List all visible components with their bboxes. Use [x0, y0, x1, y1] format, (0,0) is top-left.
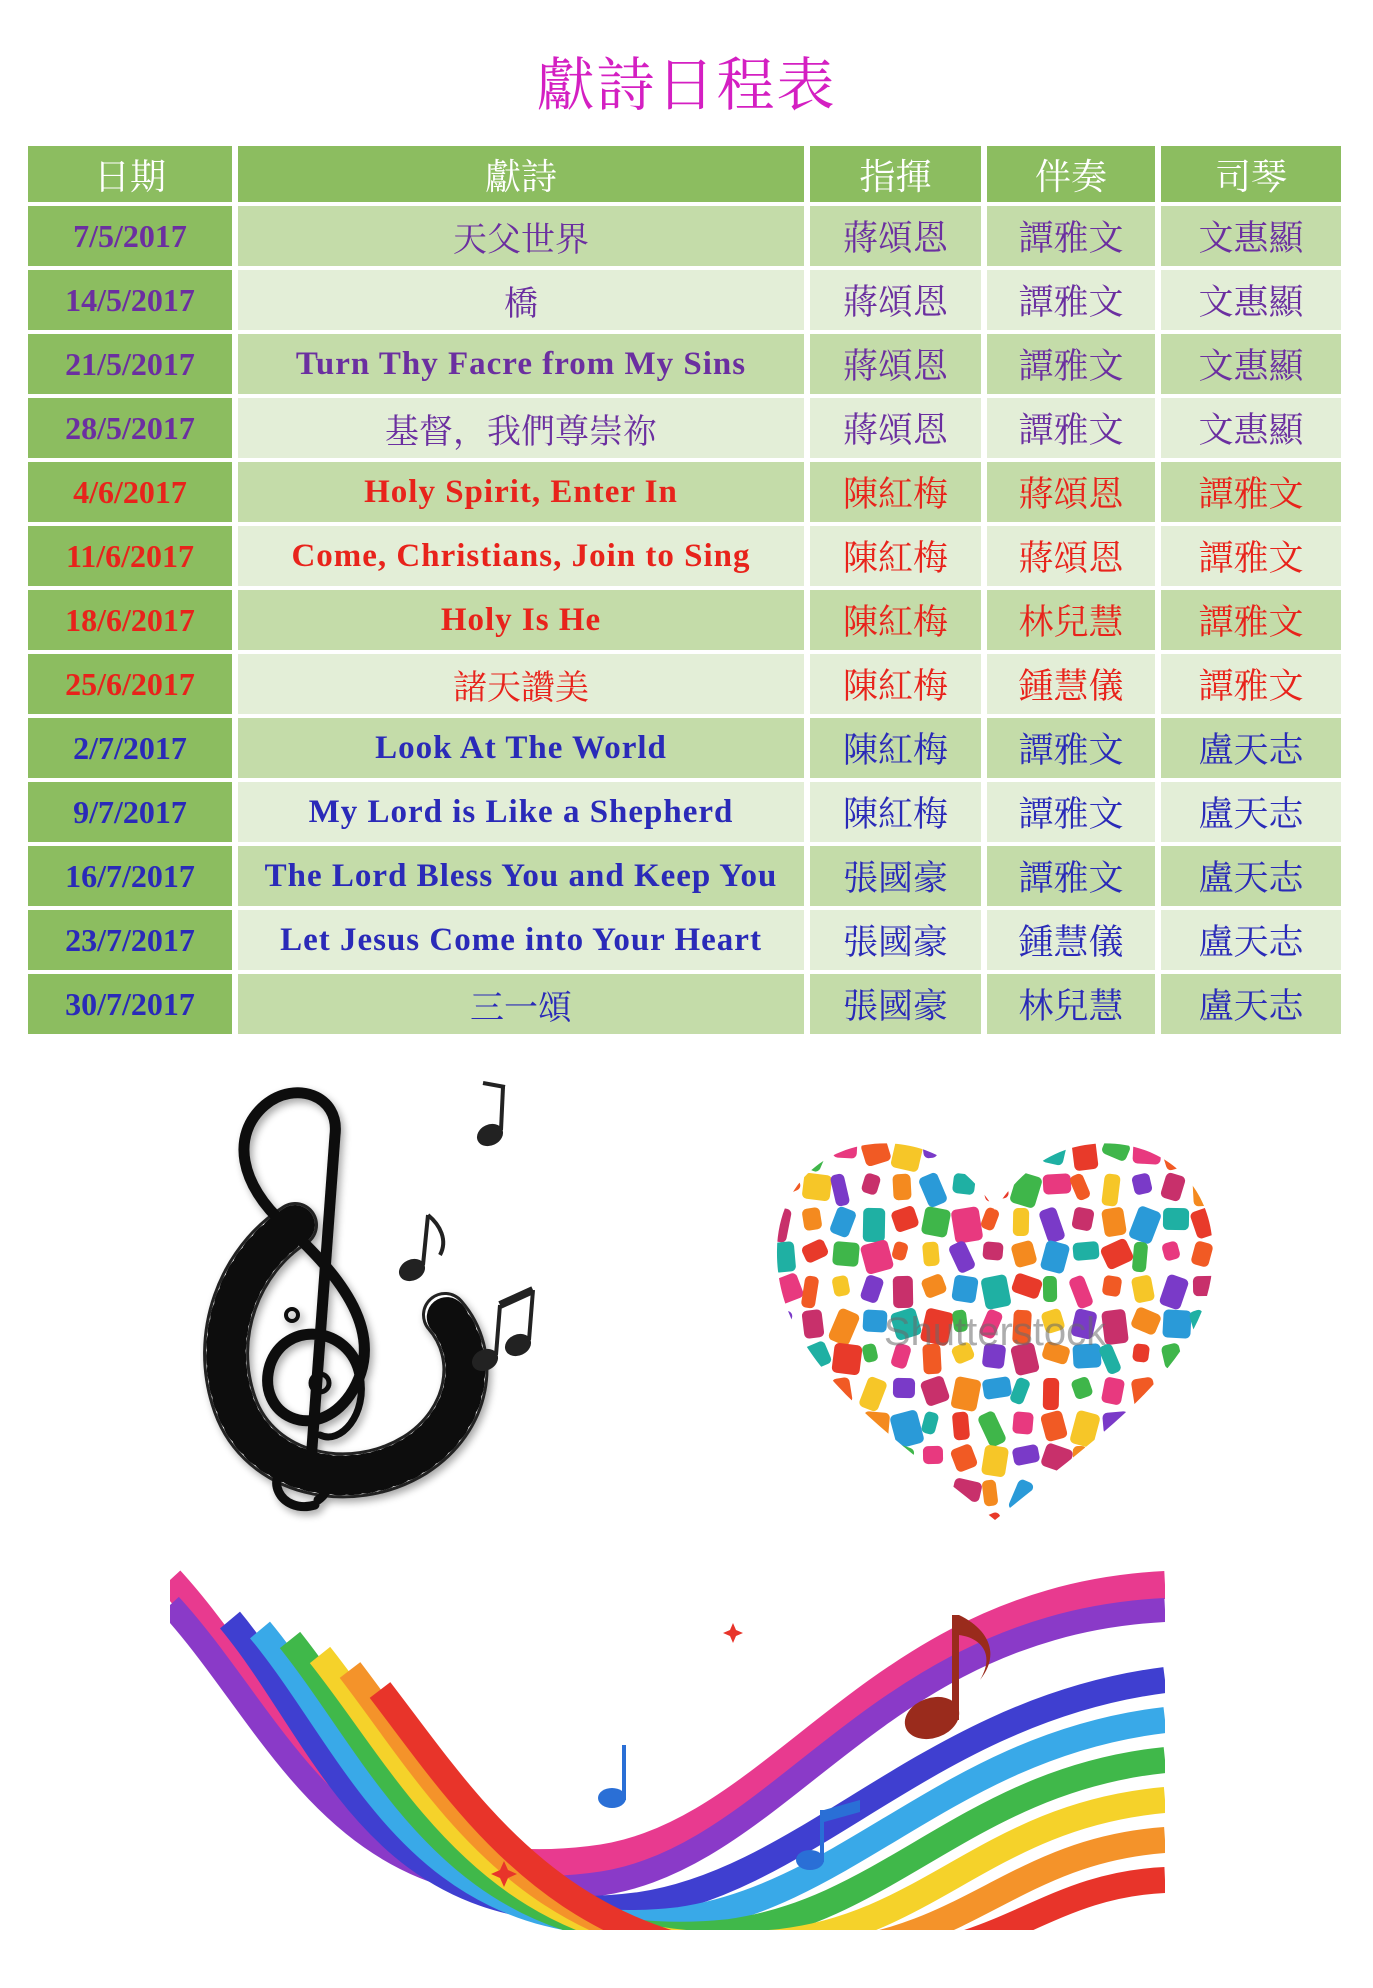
organist-cell: 盧天志	[1161, 846, 1341, 906]
conductor-cell: 蔣頌恩	[810, 334, 981, 394]
instrument-tile	[1132, 1241, 1149, 1272]
hymn-cell: Holy Spirit, Enter In	[238, 462, 804, 522]
instrument-tile	[1128, 1407, 1165, 1444]
instrument-tile	[1011, 1513, 1036, 1530]
instrument-tile	[829, 1408, 860, 1438]
instrument-tile	[1100, 1444, 1121, 1467]
instrument-tile	[1192, 1173, 1216, 1206]
rainbow-music-wave-icon	[170, 1560, 1165, 1930]
organist-cell: 文惠顯	[1161, 206, 1341, 266]
conductor-cell: 蔣頌恩	[810, 270, 981, 330]
instrument-tile	[1189, 1342, 1217, 1377]
hymn-cell: Turn Thy Facre from My Sins	[238, 334, 804, 394]
instrument-tile	[1218, 1512, 1225, 1530]
date-cell: 16/7/2017	[28, 846, 232, 906]
instrument-tile	[1160, 1444, 1185, 1477]
table-row	[28, 718, 1341, 778]
date-cell: 28/5/2017	[28, 398, 232, 458]
instrument-tile	[863, 1208, 886, 1242]
instrument-tile	[1163, 1208, 1189, 1230]
instrument-tile	[1012, 1411, 1034, 1435]
conductor-cell: 張國豪	[810, 846, 981, 906]
table-row	[28, 398, 1341, 458]
instrument-tile	[802, 1513, 827, 1530]
organist-cell: 譚雅文	[1161, 526, 1341, 586]
instrument-tile	[892, 1479, 917, 1506]
hymn-cell: Holy Is He	[238, 590, 804, 650]
instrument-tile	[773, 1446, 799, 1470]
instrument-tile	[1222, 1241, 1225, 1273]
instrument-tile	[801, 1207, 822, 1232]
instrument-tile	[1193, 1378, 1219, 1404]
table-row	[28, 462, 1341, 522]
instrument-tile	[1102, 1275, 1123, 1298]
treble-clef-piano-icon	[200, 1075, 580, 1545]
instrument-tile	[951, 1274, 979, 1303]
instrument-tile	[952, 1173, 976, 1196]
header-hymn: 獻詩	[238, 146, 804, 202]
hymn-cell: My Lord is Like a Shepherd	[238, 782, 804, 842]
accompanist-cell: 譚雅文	[987, 334, 1155, 394]
date-cell: 9/7/2017	[28, 782, 232, 842]
instrument-tile	[860, 1476, 888, 1503]
page-title: 獻詩日程表	[536, 51, 837, 119]
instrument-tile	[771, 1308, 793, 1333]
instrument-tile	[770, 1410, 797, 1442]
instrument-tile	[921, 1206, 952, 1238]
table-row	[28, 526, 1341, 586]
conductor-cell: 陳紅梅	[810, 526, 981, 586]
conductor-cell: 陳紅梅	[810, 782, 981, 842]
instrument-heart-icon	[765, 1130, 1225, 1530]
instrument-tile	[1191, 1138, 1211, 1159]
instrument-tile	[919, 1512, 942, 1530]
instrument-tile	[1191, 1443, 1218, 1467]
organist-cell: 盧天志	[1161, 974, 1341, 1034]
table-row	[28, 782, 1341, 842]
instrument-tile	[1102, 1513, 1131, 1530]
table-row	[28, 974, 1341, 1034]
instrument-tile	[1223, 1446, 1225, 1470]
date-cell: 7/5/2017	[28, 206, 232, 266]
instrument-tile	[768, 1377, 792, 1412]
conductor-cell: 蔣頌恩	[810, 206, 981, 266]
table-row	[28, 846, 1341, 906]
conductor-cell: 陳紅梅	[810, 718, 981, 778]
header-organist: 司琴	[1161, 146, 1341, 202]
instrument-tile	[1100, 1478, 1129, 1514]
instrument-tile	[802, 1172, 833, 1201]
organist-cell: 文惠顯	[1161, 398, 1341, 458]
instrument-tile	[1042, 1480, 1061, 1501]
instrument-tile	[892, 1174, 911, 1201]
instrument-tile	[1102, 1411, 1130, 1435]
date-cell: 23/7/2017	[28, 910, 232, 970]
instrument-tile	[951, 1206, 984, 1244]
instrument-tile	[1043, 1378, 1060, 1410]
conductor-cell: 張國豪	[810, 974, 981, 1034]
table-header-row	[28, 146, 1341, 202]
instrument-tile	[1132, 1139, 1161, 1164]
instrument-tile	[982, 1241, 1003, 1261]
hymn-cell: Look At The World	[238, 718, 804, 778]
header-date: 日期	[28, 146, 232, 202]
accompanist-cell: 譚雅文	[987, 782, 1155, 842]
accompanist-cell: 譚雅文	[987, 270, 1155, 330]
instrument-tile	[1127, 1513, 1153, 1530]
organist-cell: 文惠顯	[1161, 334, 1341, 394]
instrument-tile	[772, 1139, 795, 1165]
instrument-tile	[952, 1514, 972, 1530]
instrument-tile	[833, 1139, 858, 1158]
organist-cell: 譚雅文	[1161, 654, 1341, 714]
accompanist-cell: 鍾慧儀	[987, 654, 1155, 714]
instrument-tile	[861, 1512, 893, 1530]
instrument-tile	[1223, 1343, 1225, 1362]
hymn-cell: 基督，我們尊崇祢	[238, 398, 804, 458]
instrument-tile	[1220, 1207, 1225, 1243]
organist-cell: 譚雅文	[1161, 590, 1341, 650]
hymn-schedule-table	[22, 142, 1347, 1038]
instrument-tile	[1072, 1241, 1099, 1261]
instrument-tile	[982, 1140, 1002, 1171]
instrument-tile	[1219, 1374, 1225, 1413]
instrument-tile	[1219, 1272, 1225, 1306]
instrument-tile	[1162, 1513, 1181, 1530]
table-row	[28, 334, 1341, 394]
hymn-cell: Come, Christians, Join to Sing	[238, 526, 804, 586]
table-row	[28, 910, 1341, 970]
instrument-tile	[952, 1411, 970, 1440]
heart-watermark: Shutterstock	[883, 1310, 1107, 1354]
instrument-tile	[981, 1444, 1009, 1477]
accompanist-cell: 譚雅文	[987, 846, 1155, 906]
date-cell: 4/6/2017	[28, 462, 232, 522]
instrument-tile	[1190, 1512, 1214, 1530]
hymn-cell: The Lord Bless You and Keep You	[238, 846, 804, 906]
instrument-tile	[949, 1138, 973, 1166]
conductor-cell: 張國豪	[810, 910, 981, 970]
organist-cell: 文惠顯	[1161, 270, 1341, 330]
instrument-tile	[770, 1478, 791, 1502]
instrument-tile	[1159, 1476, 1193, 1510]
date-cell: 11/6/2017	[28, 526, 232, 586]
instrument-tile	[1220, 1478, 1225, 1501]
accompanist-cell: 蔣頌恩	[987, 462, 1155, 522]
instrument-tile	[799, 1442, 836, 1480]
organist-cell: 譚雅文	[1161, 462, 1341, 522]
instrument-tile	[1190, 1410, 1211, 1435]
table-row	[28, 270, 1341, 330]
instrument-tile	[1011, 1137, 1035, 1160]
instrument-tile	[862, 1411, 890, 1441]
table-row	[28, 590, 1341, 650]
instrument-tile	[1042, 1173, 1071, 1194]
table-row	[28, 206, 1341, 266]
instrument-tile	[889, 1444, 916, 1478]
hymn-cell: 橋	[238, 270, 804, 330]
instrument-tile	[1101, 1206, 1127, 1237]
instrument-tile	[1132, 1343, 1150, 1363]
accompanist-cell: 譚雅文	[987, 398, 1155, 458]
instrument-tile	[832, 1241, 860, 1267]
date-cell: 21/5/2017	[28, 334, 232, 394]
instrument-tile	[829, 1510, 864, 1530]
date-cell: 2/7/2017	[28, 718, 232, 778]
instrument-tile	[832, 1445, 849, 1465]
instrument-tile	[1192, 1479, 1222, 1512]
instrument-tile	[1162, 1309, 1191, 1338]
instrument-tile	[831, 1342, 862, 1375]
instrument-tile	[773, 1343, 798, 1362]
instrument-tile	[1162, 1411, 1179, 1446]
date-cell: 25/6/2017	[28, 654, 232, 714]
conductor-cell: 蔣頌恩	[810, 398, 981, 458]
instrument-tile	[769, 1512, 800, 1530]
instrument-tile	[831, 1479, 855, 1513]
instrument-tile	[1039, 1512, 1070, 1530]
hymn-cell: 三一頌	[238, 974, 804, 1034]
hymn-cell: 諸天讚美	[238, 654, 804, 714]
date-cell: 30/7/2017	[28, 974, 232, 1034]
instrument-tile	[1221, 1308, 1225, 1333]
conductor-cell: 陳紅梅	[810, 654, 981, 714]
instrument-tile	[1220, 1410, 1225, 1442]
instrument-tile	[861, 1445, 881, 1472]
instrument-tile	[919, 1477, 953, 1515]
accompanist-cell: 譚雅文	[987, 718, 1155, 778]
instrument-tile	[1160, 1374, 1190, 1401]
instrument-tile	[1070, 1478, 1097, 1509]
conductor-cell: 陳紅梅	[810, 590, 981, 650]
instrument-tile	[1222, 1139, 1225, 1165]
instrument-tile	[801, 1377, 821, 1400]
instrument-tile	[922, 1241, 940, 1266]
instrument-tile	[1071, 1139, 1098, 1172]
accompanist-cell: 林兒慧	[987, 590, 1155, 650]
accompanist-cell: 林兒慧	[987, 974, 1155, 1034]
conductor-cell: 陳紅梅	[810, 462, 981, 522]
instrument-tile	[1131, 1445, 1153, 1472]
accompanist-cell: 譚雅文	[987, 206, 1155, 266]
organist-cell: 盧天志	[1161, 910, 1341, 970]
date-cell: 14/5/2017	[28, 270, 232, 330]
instrument-tile	[1193, 1276, 1217, 1296]
accompanist-cell: 蔣頌恩	[987, 526, 1155, 586]
header-conductor: 指揮	[810, 146, 981, 202]
instrument-tile	[1013, 1208, 1029, 1236]
hymn-cell: 天父世界	[238, 206, 804, 266]
instrument-tile	[893, 1276, 914, 1308]
header-accompanist: 伴奏	[987, 146, 1155, 202]
instrument-tile	[923, 1446, 943, 1464]
instrument-tile	[1073, 1446, 1088, 1476]
instrument-tile	[1043, 1276, 1057, 1302]
accompanist-cell: 鍾慧儀	[987, 910, 1155, 970]
date-cell: 18/6/2017	[28, 590, 232, 650]
instrument-tile	[772, 1241, 797, 1273]
instrument-tile	[922, 1139, 938, 1159]
table-row	[28, 654, 1341, 714]
instrument-tile	[802, 1411, 827, 1447]
hymn-cell: Let Jesus Come into Your Heart	[238, 910, 804, 970]
organist-cell: 盧天志	[1161, 718, 1341, 778]
instrument-tile	[893, 1378, 915, 1398]
instrument-tile	[801, 1309, 824, 1339]
instrument-tile	[891, 1513, 910, 1530]
organist-cell: 盧天志	[1161, 782, 1341, 842]
instrument-tile	[1132, 1479, 1158, 1502]
instrument-tile	[800, 1478, 823, 1507]
instrument-tile	[1220, 1170, 1225, 1198]
instrument-tile	[1070, 1511, 1101, 1530]
